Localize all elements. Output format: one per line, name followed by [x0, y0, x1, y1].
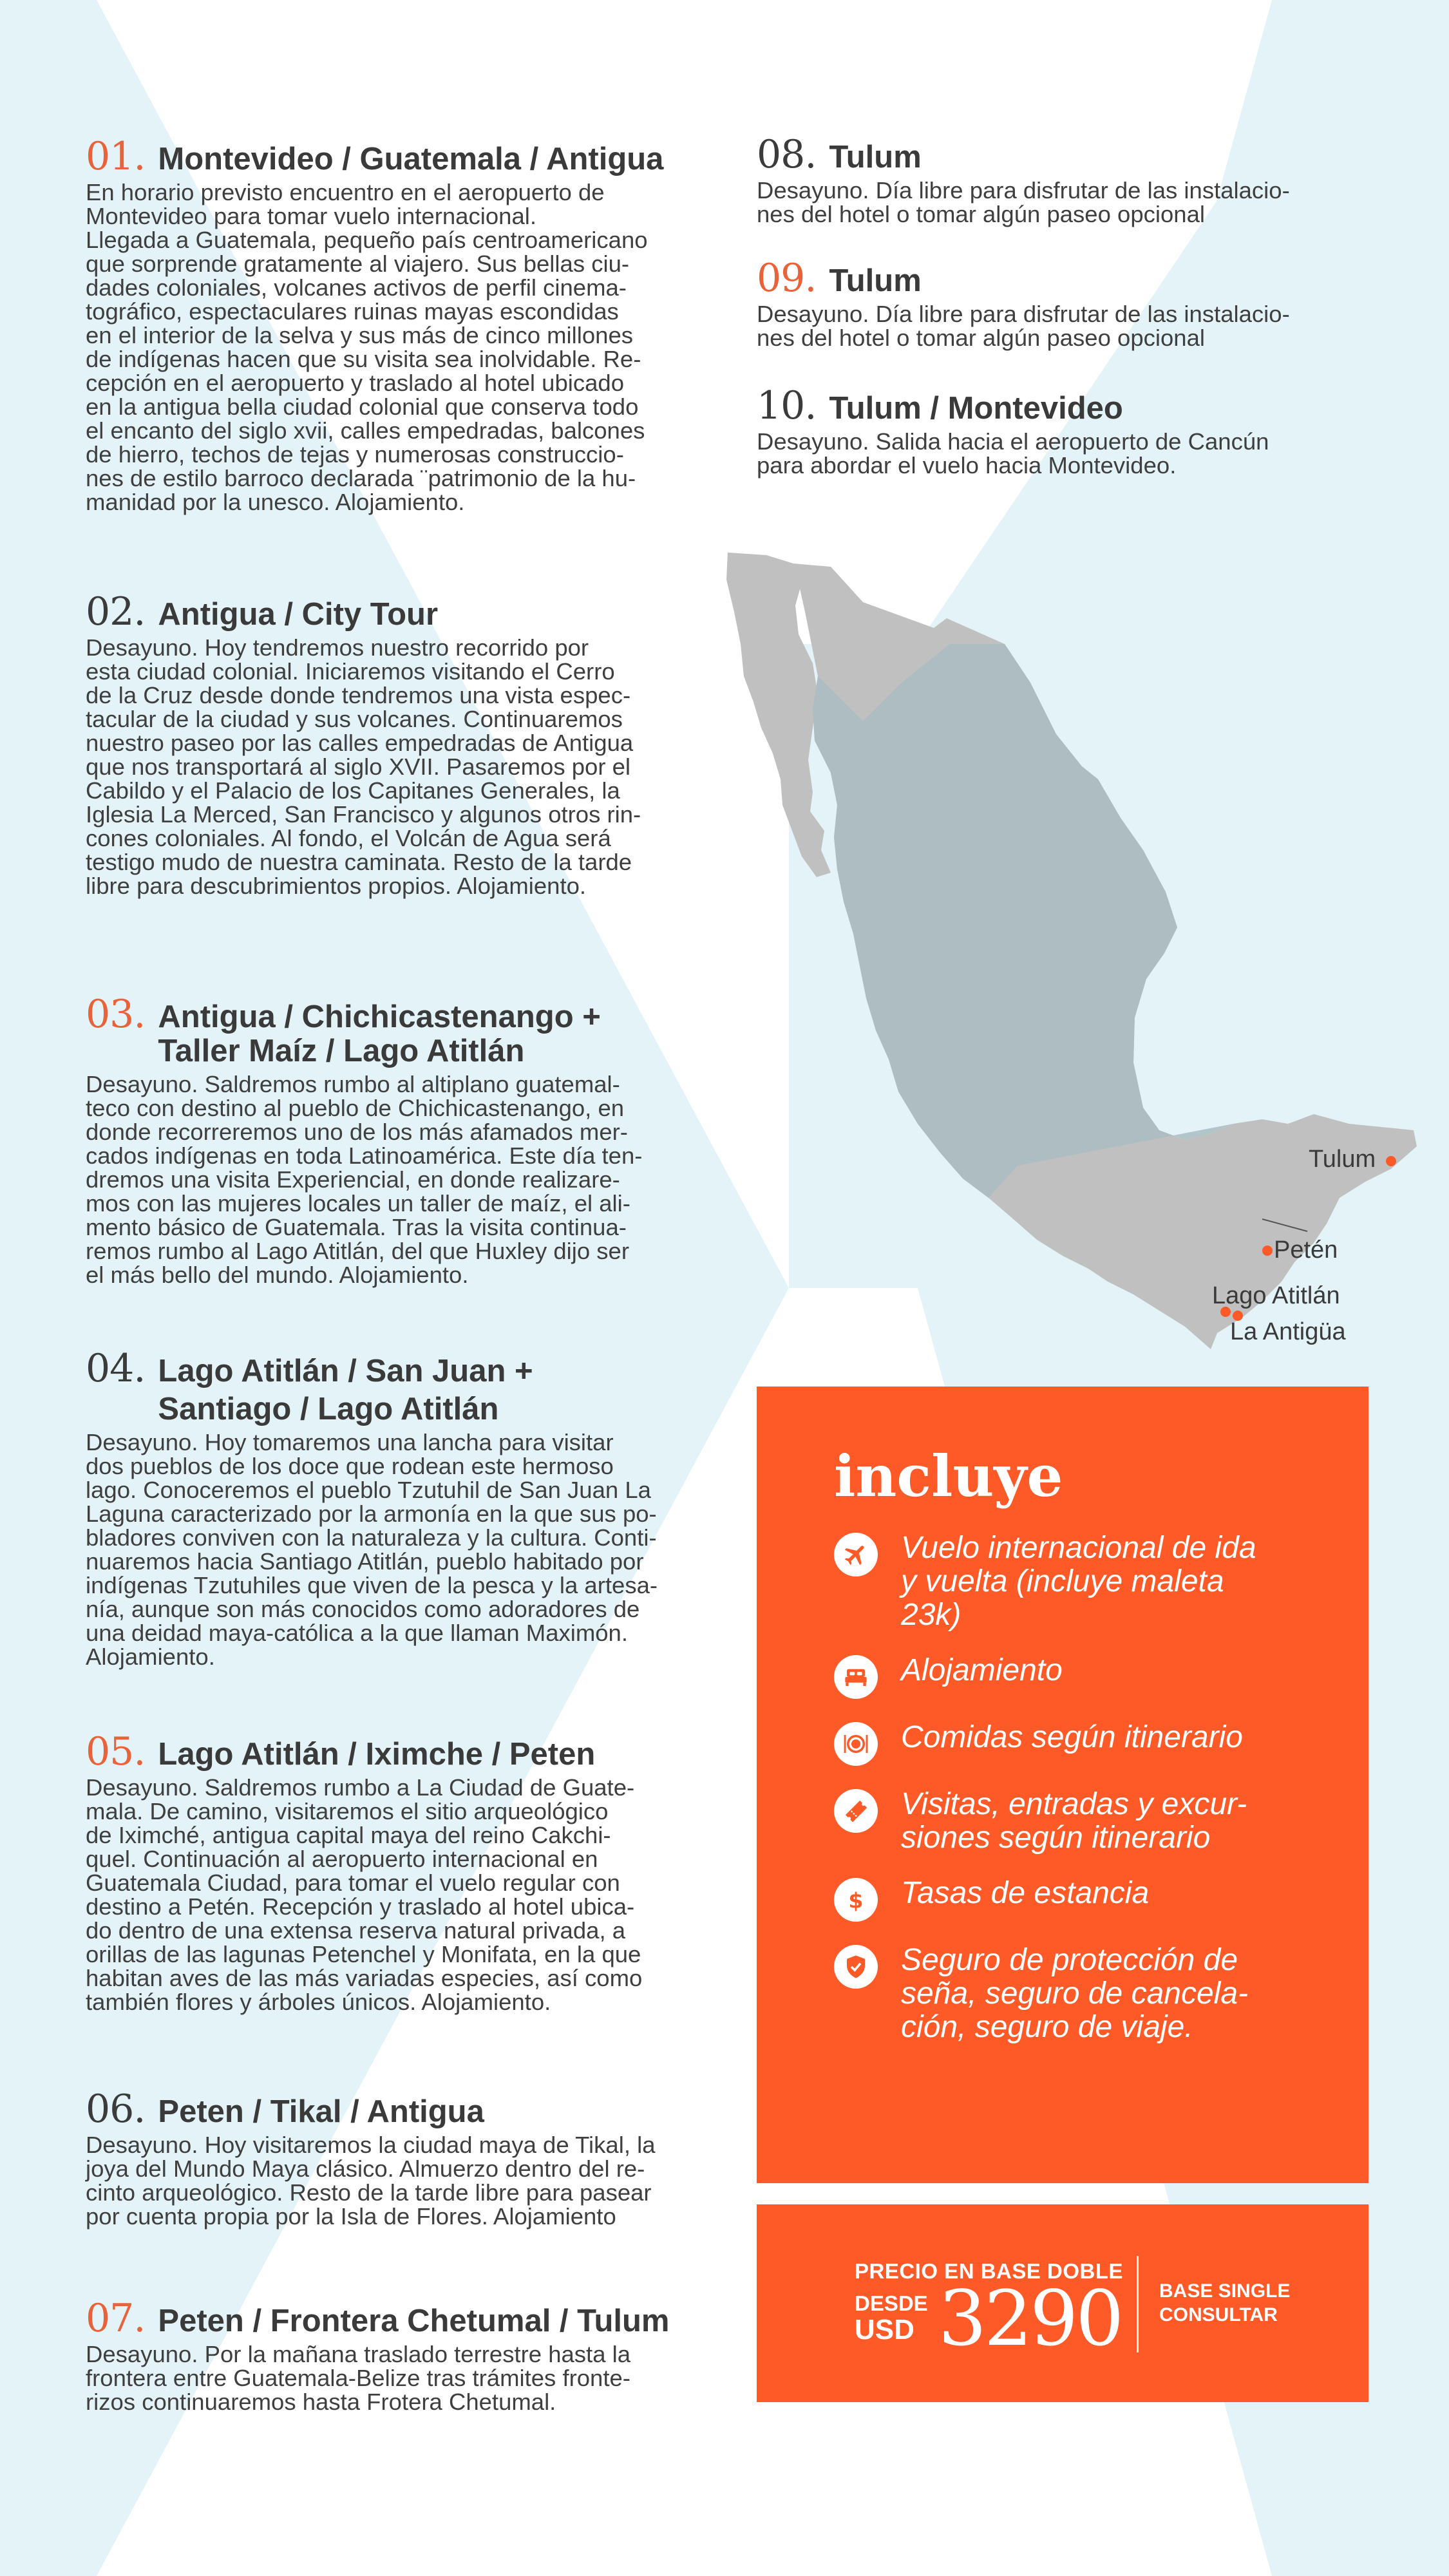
day-09	[757, 256, 1401, 351]
incluye-text: Vuelo internacional de ida y vuelta (incluye maleta 23k)	[901, 1531, 1256, 1632]
day-title: Peten / Tikal / Antigua	[158, 2094, 484, 2129]
incluye-text: Visitas, entradas y excur- siones según itinerario	[901, 1787, 1247, 1855]
price-caption: PRECIO EN BASE DOBLE	[855, 2259, 1124, 2283]
incluye-text: Tasas de estancia	[901, 1876, 1150, 1910]
day-description: Desayuno. Hoy tendremos nuestro recorrido por esta ciudad colonial. Iniciaremos visitando el Cerro de la Cruz desde donde tendremos una vista espec- tacular de la ciudad y sus volcanes. Continuaremos nuestro paseo por las calles empedradas de Antigua que nos transportará al siglo XVII. Pasaremos por el Cabildo y el Palacio de los Capitanes Generales, la Iglesia La Merced, San Francisco y algunos otros rin- cones coloniales. Al fondo, el Volcán de Agua será testigo mudo de nuestra caminata. Resto de la tarde libre para descubrimientos propios. Alojamiento.	[86, 634, 641, 899]
incluye-item	[834, 1721, 1291, 1766]
day-04	[86, 1346, 697, 1670]
incluye-box	[757, 1387, 1368, 2183]
price-desde: DESDE	[855, 2291, 928, 2315]
day-01	[86, 134, 697, 515]
day-10	[757, 383, 1401, 478]
day-description: Desayuno. Hoy visitaremos la ciudad maya de Tikal, la joya del Mundo Maya clásico. Almuerzo dentro del re- cinto arqueológico. Resto de la tarde libre para pasear por cuenta propia por la Isla de Flores. Alojamiento	[86, 2131, 656, 2230]
svg-text:$: $	[848, 1888, 864, 1913]
incluye-item	[834, 1877, 1291, 1922]
day-number: 04.	[86, 1346, 146, 1391]
day-title: Montevideo / Guatemala / Antigua	[158, 142, 664, 176]
airplane-icon	[834, 1533, 878, 1577]
incluye-item	[834, 1944, 1291, 2044]
day-title: Tulum	[829, 140, 922, 175]
day-number: 03.	[86, 992, 146, 1037]
price-divider	[1137, 2256, 1139, 2353]
dollar-icon	[834, 1878, 878, 1922]
map-label-tulum: Tulum	[1309, 1146, 1376, 1173]
day-number: 07.	[86, 2296, 146, 2341]
price-currency: USD	[855, 2314, 914, 2345]
incluye-title: incluye	[834, 1443, 1063, 1510]
day-06	[86, 2087, 697, 2230]
day-description: Desayuno. Por la mañana traslado terrestre hasta la frontera entre Guatemala-Belize tras trámites fronte- rizos continuaremos hasta Frotera Chetumal.	[86, 2340, 631, 2415]
day-description: Desayuno. Salida hacia el aeropuerto de Cancún para abordar el vuelo hacia Montevideo.	[757, 428, 1269, 478]
map-label-lago-atitlan: Lago Atitlán	[1212, 1282, 1340, 1309]
day-title: Antigua / Chichicastenango + Taller Maíz / Lago Atitlán	[158, 999, 601, 1068]
day-description: Desayuno. Hoy tomaremos una lancha para visitar dos pueblos de los doce que rodean este hermoso lago. Conoceremos el pueblo Tzutuhil de San Juan La Laguna caracterizado por la armonía en la que sus po- bladores conviven con la naturaleza y la cultura. Conti- nuaremos hacia Santiago Atitlán, pueblo habitado por indígenas Tzutuhiles que viven de la pesca y la artesa- nía, aunque son más conocidos como adoradores de una deidad maya-católica a la que llaman Maximón. Alojamiento.	[86, 1428, 658, 1670]
day-02	[86, 589, 697, 899]
day-description: Desayuno. Día libre para disfrutar de las instalacio- nes del hotel o tomar algún paseo opcional	[757, 300, 1290, 351]
incluye-text: Comidas según itinerario	[901, 1720, 1243, 1754]
bed-icon	[834, 1655, 878, 1699]
day-03	[86, 992, 697, 1288]
day-08	[757, 132, 1401, 227]
day-title: Lago Atitlán / San Juan + Santiago / Lago Atitlán	[158, 1354, 533, 1426]
day-number: 01.	[86, 134, 146, 179]
day-number: 05.	[86, 1729, 146, 1774]
shield-check-icon	[834, 1945, 878, 1989]
plate-cutlery-icon	[834, 1722, 878, 1766]
incluye-text: Seguro de protección de seña, seguro de cancela- ción, seguro de viaje.	[901, 1943, 1249, 2044]
map-overlay	[813, 644, 1233, 1198]
route-map	[721, 547, 1417, 1352]
day-title: Tulum / Montevideo	[829, 391, 1123, 426]
map-label-la-antigua: La Antigüa	[1230, 1318, 1346, 1345]
price-single-consultar: CONSULTAR	[1159, 2304, 1278, 2325]
day-number: 09.	[757, 256, 817, 301]
price-box	[757, 2204, 1368, 2402]
ticket-icon	[834, 1789, 878, 1833]
day-number: 06.	[86, 2087, 146, 2132]
incluye-text: Alojamiento	[901, 1653, 1063, 1687]
day-07	[86, 2296, 697, 2415]
day-title: Lago Atitlán / Iximche / Peten	[158, 1737, 596, 1772]
day-number: 08.	[757, 132, 817, 177]
day-title: Peten / Frontera Chetumal / Tulum	[158, 2304, 670, 2338]
price-amount: 3290	[938, 2274, 1122, 2363]
day-title: Tulum	[829, 263, 922, 298]
day-description: Desayuno. Saldremos rumbo a La Ciudad de Guate- mala. De camino, visitaremos el sitio arqueológico de Iximché, antigua capital maya del reino Cakchi- quel. Continuación al aeropuerto internacional en Guatemala Ciudad, para tomar el vuelo regular con destino a Petén. Recepción y traslado al hotel ubica- do dentro de una extensa reserva natural privada, a orillas de las lagunas Petenchel y Monifata, en la que habitan aves de las más variadas especies, así como también flores y árboles únicos. Alojamiento.	[86, 1774, 643, 2015]
incluye-item	[834, 1788, 1291, 1855]
map-label-peten: Petén	[1274, 1236, 1338, 1264]
incluye-item	[834, 1654, 1291, 1699]
dot-peten	[1262, 1245, 1273, 1256]
incluye-item	[834, 1531, 1291, 1632]
day-description: En horario previsto encuentro en el aeropuerto de Montevideo para tomar vuelo internacional. Llegada a Guatemala, pequeño país centroamericano que sorprende gratamente al viajero. Sus bellas ciu- dades coloniales, volcanes activos de perfil cinema- tográfico, espectaculares ruinas mayas escondidas en el interior de la selva y sus más de cinco millones de indígenas hacen que su visita sea inolvidable. Re- cepción en el aeropuerto y traslado al hotel ubicado en la antigua bella ciudad colonial que conserva todo el encanto del siglo xvii, calles empedradas, balcones de hierro, techos de tejas y numerosas construccio- nes de estilo barroco declarada ¨patrimonio de la hu- manidad por la unesco. Alojamiento.	[86, 178, 648, 515]
dot-tulum	[1386, 1156, 1396, 1166]
price-single-label: BASE SINGLE	[1159, 2280, 1291, 2302]
day-title: Antigua / City Tour	[158, 597, 439, 632]
day-05	[86, 1729, 697, 2015]
day-number: 02.	[86, 589, 146, 634]
day-description: Desayuno. Saldremos rumbo al altiplano guatemal- teco con destino al pueblo de Chichicastenango, en donde recorreremos uno de los más afamados mer- cados indígenas en toda Latinoamérica. Este día ten- dremos una visita Experiencial, en donde realizare- mos con las mujeres locales un taller de maíz, el ali- mento básico de Guatemala. Tras la visita continua- remos rumbo al Lago Atitlán, del que Huxley dijo ser el más bello del mundo. Alojamiento.	[86, 1070, 643, 1288]
day-number: 10.	[757, 383, 817, 428]
day-description: Desayuno. Día libre para disfrutar de las instalacio- nes del hotel o tomar algún paseo opcional	[757, 176, 1290, 227]
